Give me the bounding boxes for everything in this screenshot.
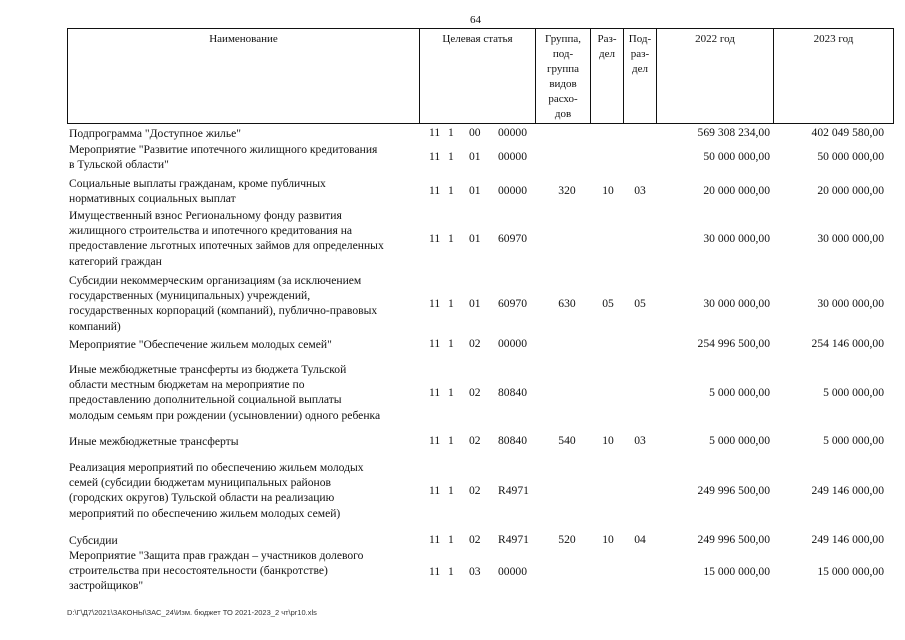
header-name: Наименование — [68, 29, 420, 124]
cell-direction: 00000 — [498, 184, 527, 197]
table-row — [0, 460, 905, 522]
cell-measure: 02 — [469, 484, 481, 497]
cell-amount-2022: 5 000 000,00 — [709, 386, 770, 399]
cell-program: 11 — [429, 434, 441, 447]
cell-amount-2022: 30 000 000,00 — [703, 232, 770, 245]
cell-subprogram: 1 — [448, 565, 454, 578]
header-target-article: Целевая статья — [420, 29, 536, 124]
cell-amount-2023: 5 000 000,00 — [823, 434, 884, 447]
cell-direction: 00000 — [498, 565, 527, 578]
cell-program: 11 — [429, 565, 441, 578]
cell-section: 10 — [602, 184, 614, 197]
row-name: Подпрограмма "Доступное жилье" — [69, 127, 242, 140]
cell-amount-2022: 5 000 000,00 — [709, 434, 770, 447]
cell-section: 10 — [602, 434, 614, 447]
cell-measure: 02 — [469, 434, 481, 447]
row-name: Субсидии некоммерческим организациям (за исключением государственных (муниципальных) учреждений, государственных корпораций (компаний), публично-правовых компаний) — [69, 274, 378, 333]
cell-measure: 01 — [469, 232, 481, 245]
table-row — [0, 533, 905, 548]
cell-direction: 60970 — [498, 232, 527, 245]
cell-direction: 80840 — [498, 434, 527, 447]
cell-amount-2023: 15 000 000,00 — [817, 565, 884, 578]
cell-group: 320 — [558, 184, 576, 197]
cell-amount-2023: 30 000 000,00 — [817, 297, 884, 310]
header-section: Раз- дел — [591, 29, 624, 124]
table-row — [0, 176, 905, 207]
cell-subprogram: 1 — [448, 297, 454, 310]
cell-amount-2022: 249 996 500,00 — [697, 484, 770, 497]
row-name: Имущественный взнос Региональному фонду развития жилищного строительства и ипотечного кредитования на предоставление льготных ипотечных займов для определенных категорий граждан — [69, 209, 384, 268]
cell-group: 520 — [558, 533, 576, 546]
cell-subprogram: 1 — [448, 150, 454, 163]
header-subsection: Под- раз- дел — [624, 29, 657, 124]
cell-subprogram: 1 — [448, 126, 454, 139]
cell-group: 630 — [558, 297, 576, 310]
table-row — [0, 548, 905, 595]
cell-amount-2023: 249 146 000,00 — [811, 533, 884, 546]
table-row — [0, 208, 905, 270]
table-row — [0, 337, 905, 352]
row-name: Иные межбюджетные трансферты из бюджета Тульской области местным бюджетам на мероприятие по предоставлению дополнительной социальной выплаты молодым семьям при рождении (усыновлении) одного ребенка — [69, 363, 381, 422]
cell-subsection: 04 — [634, 533, 646, 546]
cell-program: 11 — [429, 150, 441, 163]
cell-subprogram: 1 — [448, 386, 454, 399]
cell-program: 11 — [429, 126, 441, 139]
cell-amount-2023: 254 146 000,00 — [811, 337, 884, 350]
cell-amount-2023: 20 000 000,00 — [817, 184, 884, 197]
row-name: Социальные выплаты гражданам, кроме публичных нормативных социальных выплат — [69, 177, 326, 206]
cell-measure: 02 — [469, 337, 481, 350]
cell-amount-2023: 402 049 580,00 — [811, 126, 884, 139]
table-row — [0, 434, 905, 449]
cell-subsection: 03 — [634, 184, 646, 197]
table-row — [0, 362, 905, 424]
header-year-2023: 2023 год — [774, 29, 894, 124]
cell-subprogram: 1 — [448, 184, 454, 197]
cell-program: 11 — [429, 297, 441, 310]
cell-measure: 01 — [469, 297, 481, 310]
cell-section: 05 — [602, 297, 614, 310]
cell-measure: 01 — [469, 150, 481, 163]
cell-amount-2022: 15 000 000,00 — [703, 565, 770, 578]
table-row — [0, 273, 905, 335]
cell-group: 540 — [558, 434, 576, 447]
cell-subsection: 05 — [634, 297, 646, 310]
cell-amount-2022: 30 000 000,00 — [703, 297, 770, 310]
cell-amount-2022: 20 000 000,00 — [703, 184, 770, 197]
header-expense-group: Группа, под- группа видов расхо- дов — [536, 29, 591, 124]
cell-subprogram: 1 — [448, 232, 454, 245]
cell-amount-2023: 30 000 000,00 — [817, 232, 884, 245]
cell-measure: 02 — [469, 533, 481, 546]
cell-measure: 03 — [469, 565, 481, 578]
cell-direction: 00000 — [498, 126, 527, 139]
cell-direction: 80840 — [498, 386, 527, 399]
row-name: Субсидии — [69, 534, 118, 547]
cell-subsection: 03 — [634, 434, 646, 447]
cell-program: 11 — [429, 232, 441, 245]
cell-program: 11 — [429, 386, 441, 399]
cell-amount-2023: 249 146 000,00 — [811, 484, 884, 497]
cell-subprogram: 1 — [448, 484, 454, 497]
cell-amount-2022: 249 996 500,00 — [697, 533, 770, 546]
cell-program: 11 — [429, 533, 441, 546]
cell-amount-2023: 50 000 000,00 — [817, 150, 884, 163]
row-name: Мероприятие "Развитие ипотечного жилищного кредитования в Тульской области" — [69, 143, 378, 172]
cell-amount-2022: 254 996 500,00 — [697, 337, 770, 350]
cell-direction: 60970 — [498, 297, 527, 310]
table-row — [0, 142, 905, 173]
cell-measure: 01 — [469, 184, 481, 197]
file-path-footer: D:\Г\Д7\2021\ЗАКОНЫ\ЗАС_24\Изм. бюджет ТО 2021-2023_2 чт\pr10.xls — [67, 608, 317, 617]
cell-direction: R4971 — [498, 484, 529, 497]
cell-measure: 00 — [469, 126, 481, 139]
row-name: Мероприятие "Обеспечение жильем молодых семей" — [69, 338, 332, 351]
row-name: Иные межбюджетные трансферты — [69, 435, 239, 448]
cell-amount-2022: 569 308 234,00 — [697, 126, 770, 139]
cell-measure: 02 — [469, 386, 481, 399]
cell-program: 11 — [429, 184, 441, 197]
row-name: Реализация мероприятий по обеспечению жильем молодых семей (субсидии бюджетам муниципальных районов (городских округов) Тульской области на реализацию мероприятий по обеспечению жильем молодых семей) — [69, 461, 364, 520]
cell-subprogram: 1 — [448, 434, 454, 447]
cell-direction: R4971 — [498, 533, 529, 546]
cell-amount-2022: 50 000 000,00 — [703, 150, 770, 163]
cell-direction: 00000 — [498, 337, 527, 350]
cell-subprogram: 1 — [448, 337, 454, 350]
cell-direction: 00000 — [498, 150, 527, 163]
cell-section: 10 — [602, 533, 614, 546]
cell-program: 11 — [429, 337, 441, 350]
cell-program: 11 — [429, 484, 441, 497]
row-name: Мероприятие "Защита прав граждан – участников долевого строительства при несостоятельности (банкротстве) застройщиков" — [69, 549, 364, 593]
header-year-2022: 2022 год — [657, 29, 774, 124]
table-row — [0, 126, 905, 140]
page-number: 64 — [470, 14, 481, 26]
cell-subprogram: 1 — [448, 533, 454, 546]
cell-amount-2023: 5 000 000,00 — [823, 386, 884, 399]
